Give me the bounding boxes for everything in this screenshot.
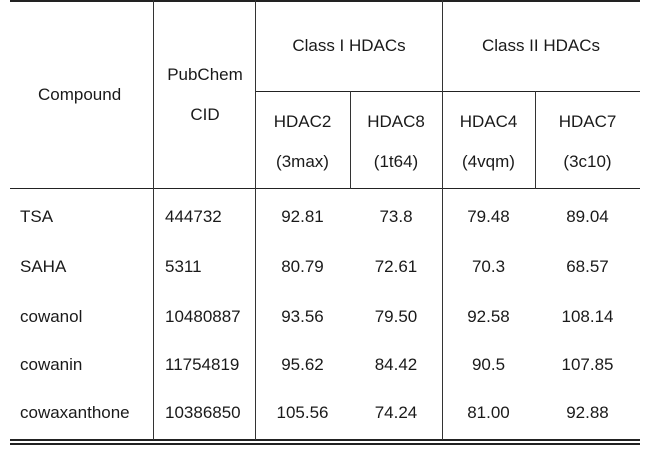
table-cell-hdac4: 81.00 [467,403,510,422]
top-rule [10,0,640,2]
header-compound: Compound [38,85,122,104]
table-cell-hdac2: 92.81 [281,207,324,226]
table-cell-cid: 444732 [165,207,222,226]
header-cid-line2: CID [190,105,220,124]
table-cell-cid: 10480887 [165,307,241,326]
header-hdac4-pdb: (4vqm) [462,152,515,171]
table-cell-compound: cowanin [20,355,83,374]
table-cell-hdac8: 79.50 [374,307,418,326]
table-cell-hdac8: 74.24 [374,403,418,422]
table-cell-hdac2: 105.56 [276,403,329,422]
table-cell-hdac7: 108.14 [561,307,614,326]
table-cell-cid: 5311 [165,257,202,276]
col-divider-hdac2 [350,91,351,189]
hdac-binding-table [10,0,640,450]
table-cell-compound: TSA [20,207,54,226]
header-hdac2-pdb: (3max) [276,152,329,171]
header-hdac7-pdb: (3c10) [563,152,612,171]
col-divider-compound [153,0,154,440]
table-cell-hdac4: 79.48 [467,207,510,226]
header-hdac4-name: HDAC4 [459,112,518,131]
table-cell-hdac2: 93.56 [281,307,324,326]
table-cell-hdac8: 84.42 [374,355,418,374]
table-cell-hdac7: 89.04 [566,207,609,226]
table-cell-compound: cowanol [20,307,83,326]
table-cell-compound: SAHA [20,257,67,276]
header-bottom-rule [10,188,640,189]
header-hdac2-name: HDAC2 [273,112,332,131]
header-cid-line1: PubChem [167,65,243,84]
table-cell-hdac2: 95.62 [281,355,324,374]
table-cell-hdac4: 90.5 [471,355,506,374]
header-hdac8-name: HDAC8 [367,112,425,131]
table-cell-hdac7: 107.85 [561,355,614,374]
table-cell-hdac4: 92.58 [467,307,510,326]
bottom-rule-1 [10,439,640,441]
header-class-1: Class I HDACs [292,36,406,55]
table-cell-hdac7: 92.88 [566,403,609,422]
class-header-rule [442,91,640,92]
table-cell-hdac8: 72.61 [374,257,418,276]
header-class-2: Class II HDACs [481,36,601,55]
bottom-rule-2 [10,443,640,445]
class-header-rule-left [255,91,443,92]
table-cell-hdac2: 80.79 [281,257,324,276]
table-cell-cid: 10386850 [165,403,241,422]
table-cell-compound: cowaxanthone [20,403,130,422]
table-cell-hdac8: 73.8 [379,207,413,226]
table-cell-hdac7: 68.57 [566,257,609,276]
header-hdac7-name: HDAC7 [558,112,617,131]
header-hdac8-pdb: (1t64) [373,152,419,171]
table-cell-hdac4: 70.3 [471,257,506,276]
col-divider-hdac4 [535,91,536,189]
table-cell-cid: 11754819 [165,355,240,374]
